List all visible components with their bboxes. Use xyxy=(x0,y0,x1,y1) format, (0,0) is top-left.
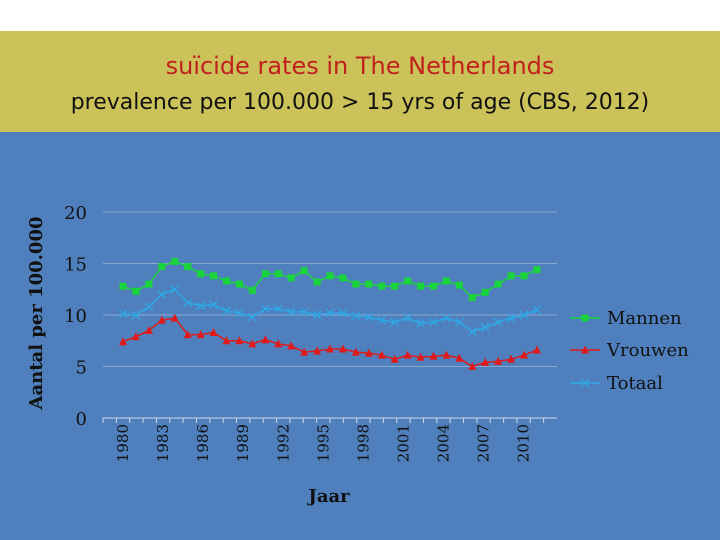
data-point-mannen xyxy=(288,274,295,281)
data-point-vrouwen xyxy=(132,332,140,340)
y-axis-label: Aantal per 100.000 xyxy=(26,216,47,410)
data-point-mannen xyxy=(301,267,308,274)
data-point-mannen xyxy=(275,270,282,277)
data-point-mannen xyxy=(145,281,152,288)
data-point-vrouwen xyxy=(533,346,541,354)
data-point-vrouwen xyxy=(404,351,412,359)
data-point-mannen xyxy=(404,278,411,285)
data-point-mannen xyxy=(171,258,178,265)
data-point-vrouwen xyxy=(210,328,218,336)
content-panel xyxy=(0,132,720,540)
legend xyxy=(570,308,689,394)
data-point-mannen xyxy=(456,282,463,289)
data-point-mannen xyxy=(430,283,437,290)
data-point-mannen xyxy=(158,263,165,270)
chart xyxy=(0,132,720,540)
series-vrouwen xyxy=(119,314,541,370)
data-point-mannen xyxy=(120,283,127,290)
legend-label-vrouwen: Vrouwen xyxy=(607,340,689,361)
data-point-mannen xyxy=(132,288,139,295)
data-point-vrouwen xyxy=(261,335,269,343)
y-tick-label: 5 xyxy=(75,357,87,379)
data-point-mannen xyxy=(469,294,476,301)
data-point-mannen xyxy=(533,266,540,273)
data-point-mannen xyxy=(365,281,372,288)
slide-title: suïcide rates in The Netherlands xyxy=(165,52,555,80)
data-point-mannen xyxy=(391,283,398,290)
data-point-mannen xyxy=(262,270,269,277)
data-point-mannen xyxy=(352,281,359,288)
data-point-totaal xyxy=(455,318,463,326)
data-point-totaal xyxy=(248,313,256,321)
data-point-mannen xyxy=(508,272,515,279)
x-tick-label: 1989 xyxy=(234,424,253,463)
data-point-mannen xyxy=(223,278,230,285)
data-point-mannen xyxy=(236,281,243,288)
x-tick-label: 2004 xyxy=(434,424,453,463)
data-point-mannen xyxy=(314,279,321,286)
data-point-mannen xyxy=(184,263,191,270)
data-point-mannen xyxy=(197,270,204,277)
x-tick-label: 1980 xyxy=(114,424,133,463)
data-point-mannen xyxy=(210,272,217,279)
x-tick-label: 1995 xyxy=(314,424,333,463)
data-point-mannen xyxy=(482,289,489,296)
data-point-mannen xyxy=(495,281,502,288)
series-layer xyxy=(119,258,541,370)
data-point-totaal xyxy=(494,318,502,326)
title-banner xyxy=(0,31,720,132)
x-tick-label: 1983 xyxy=(154,424,173,463)
data-point-mannen xyxy=(417,283,424,290)
x-tick-label: 1986 xyxy=(194,424,213,463)
x-axis-label: Jaar xyxy=(308,486,350,507)
series-mannen xyxy=(120,258,541,301)
x-tick-label: 2001 xyxy=(394,424,413,463)
y-tick-label: 10 xyxy=(64,306,87,327)
data-point-totaal xyxy=(468,327,476,335)
data-point-totaal xyxy=(533,306,541,314)
y-tick-label: 0 xyxy=(75,409,87,430)
slide-subtitle: prevalence per 100.000 > 15 yrs of age (CBS, 2012) xyxy=(70,90,650,115)
x-tick-label: 2007 xyxy=(474,424,493,463)
data-point-mannen xyxy=(443,278,450,285)
x-tick-label: 2010 xyxy=(514,424,533,463)
legend-label-mannen: Mannen xyxy=(607,308,682,329)
data-point-totaal xyxy=(158,290,166,298)
y-tick-label: 15 xyxy=(64,254,87,276)
y-tick-label: 20 xyxy=(64,203,87,224)
legend-marker-mannen xyxy=(582,315,589,322)
data-point-mannen xyxy=(249,287,256,294)
x-tick-label: 1998 xyxy=(354,424,373,463)
data-point-totaal xyxy=(145,303,153,311)
data-point-mannen xyxy=(521,272,528,279)
data-point-totaal xyxy=(171,285,179,293)
series-line-vrouwen xyxy=(123,318,537,366)
data-point-totaal xyxy=(481,323,489,331)
data-point-mannen xyxy=(378,283,385,290)
x-tick-label: 1992 xyxy=(274,424,293,463)
data-point-mannen xyxy=(339,274,346,281)
axes xyxy=(64,203,557,462)
data-point-vrouwen xyxy=(145,326,153,334)
legend-label-totaal: Totaal xyxy=(607,373,663,394)
data-point-mannen xyxy=(327,272,334,279)
